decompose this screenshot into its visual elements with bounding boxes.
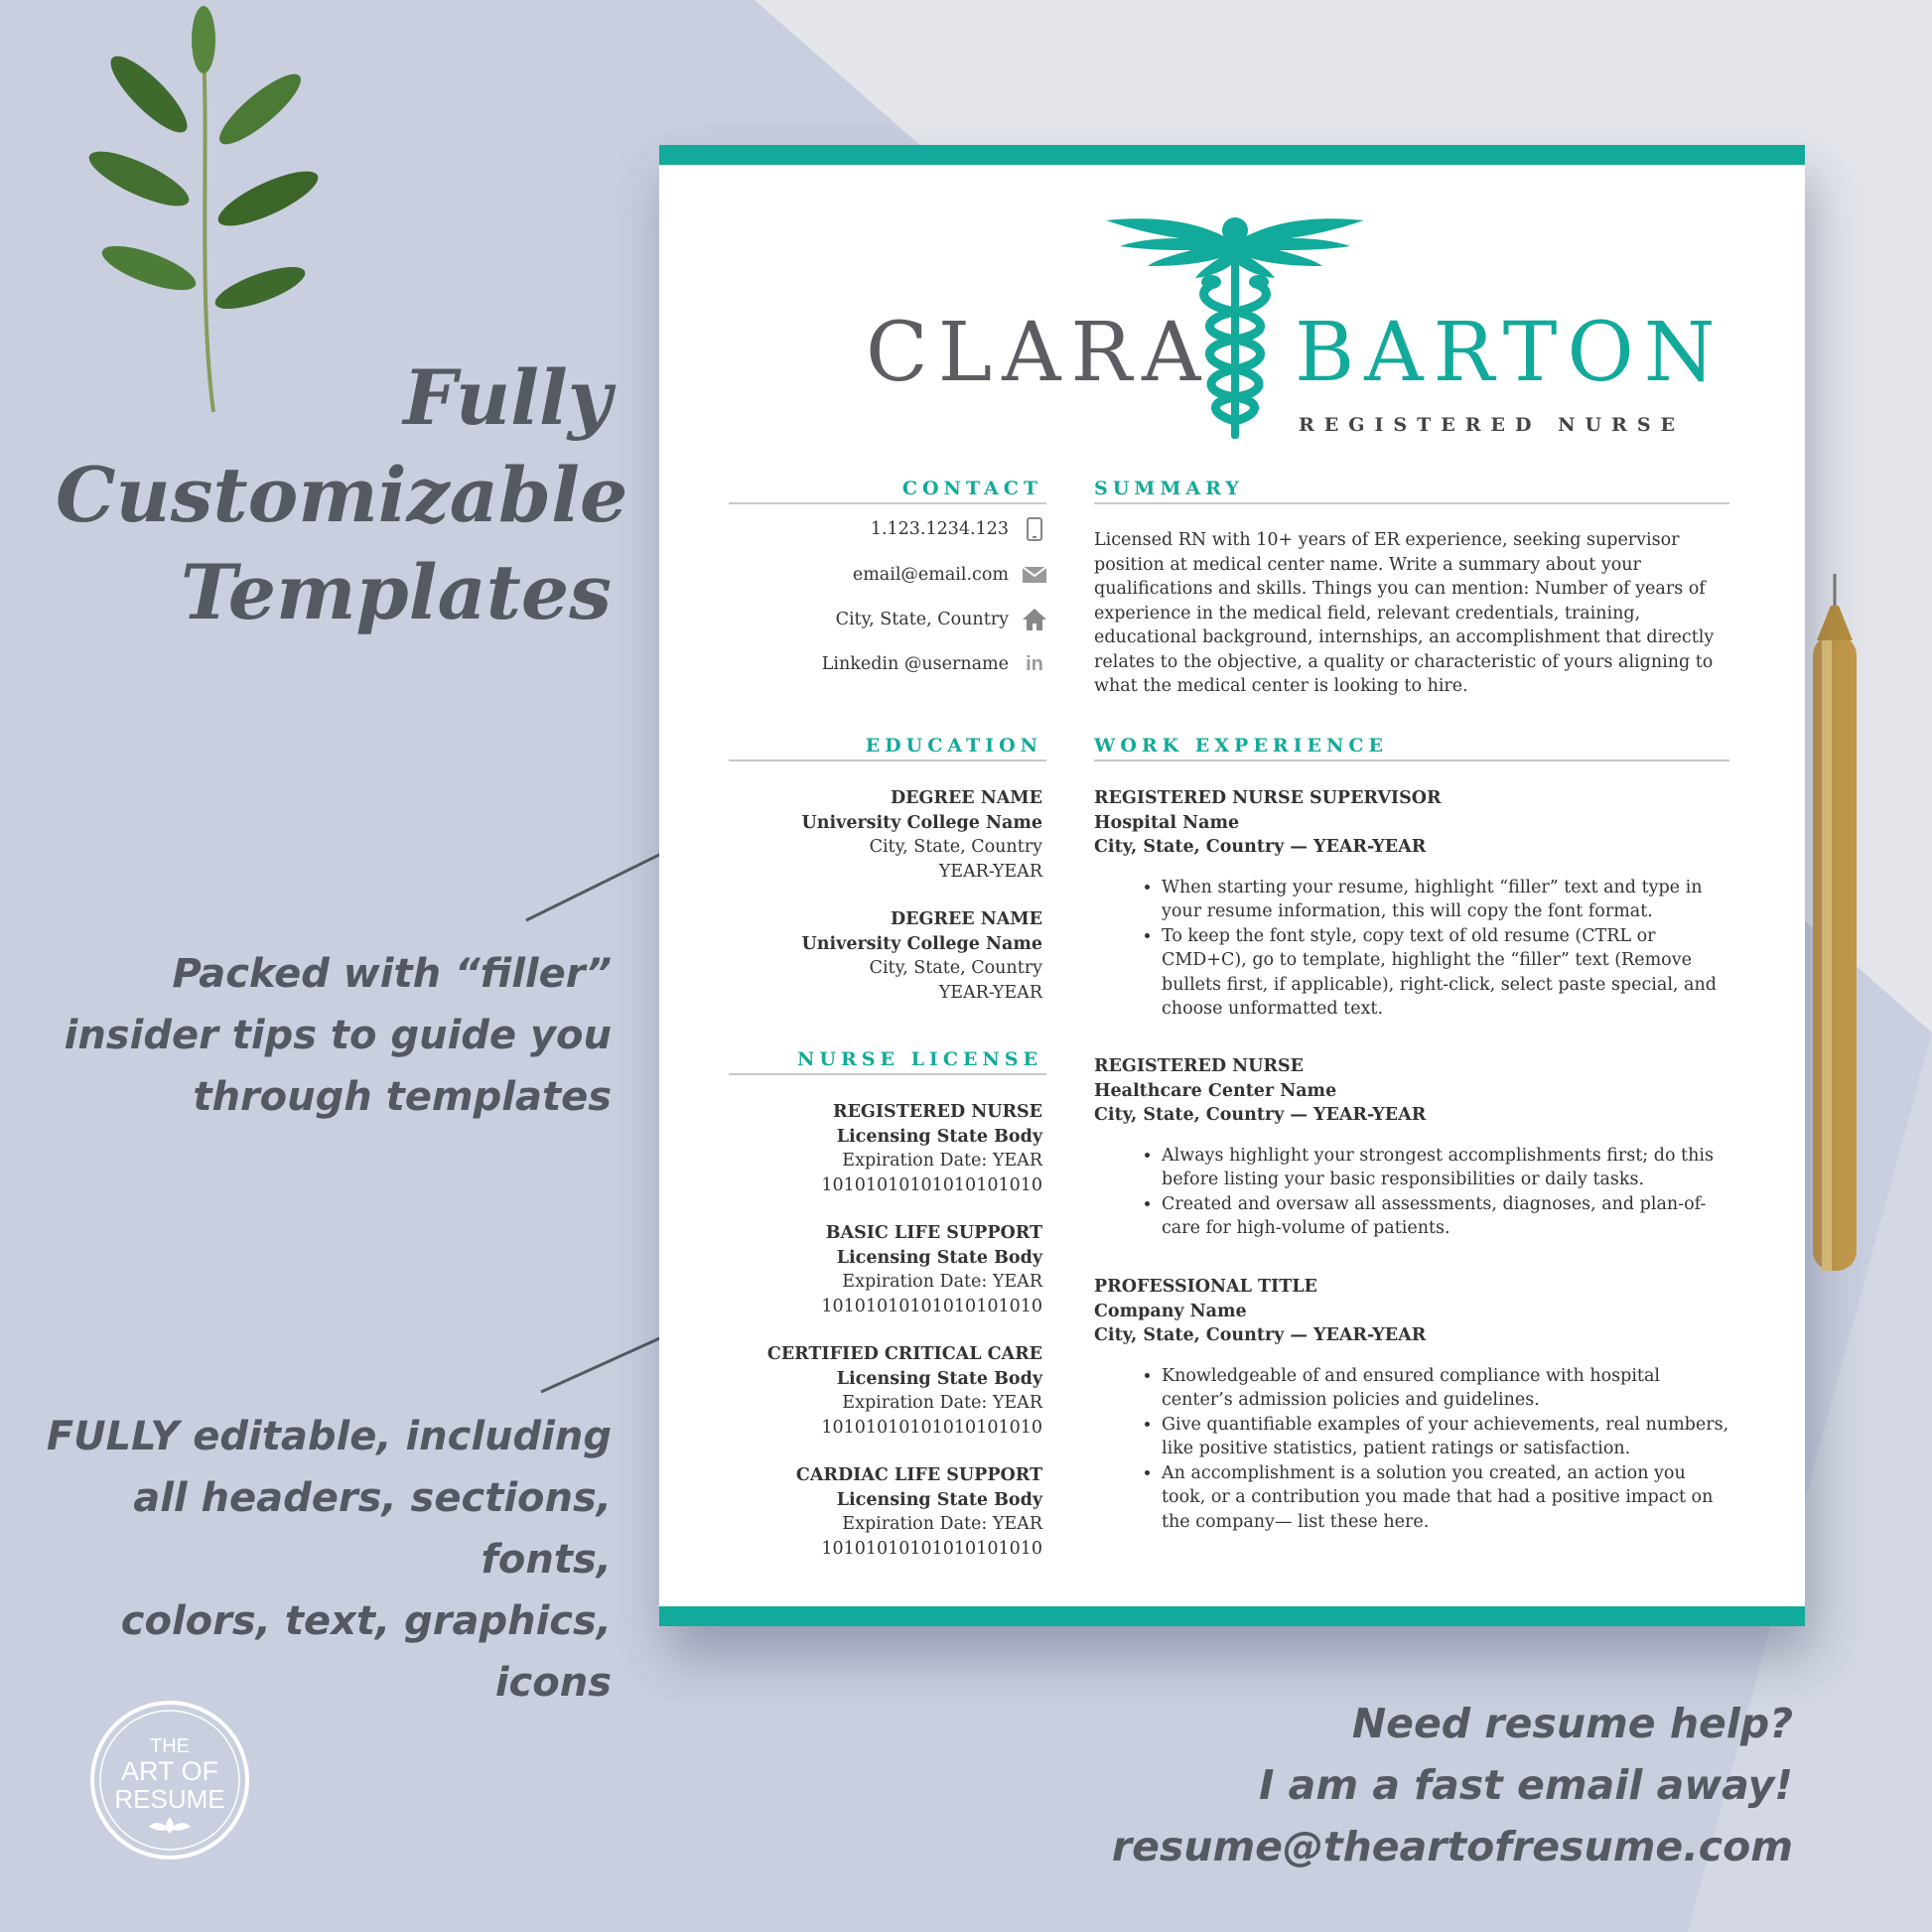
accent-band-top xyxy=(659,145,1805,165)
education-heading: EDUCATION xyxy=(865,735,1042,757)
license-entry xyxy=(729,1463,1042,1561)
degree-name: DEGREE NAME xyxy=(890,909,1042,929)
license-heading: NURSE LICENSE xyxy=(797,1048,1042,1070)
contact-rule xyxy=(729,502,1046,504)
job-location-years: City, State, Country — YEAR-YEAR xyxy=(1094,1325,1427,1345)
tip-line: all headers, sections, fonts, xyxy=(133,1475,612,1583)
job-bullet: • An accomplishment is a solution you created, an action you took, or a contribution you made that had a positive impact on the company— list these here. xyxy=(1162,1461,1729,1535)
promo-title-line: Fully xyxy=(403,353,612,442)
help-line: Need resume help? xyxy=(1351,1700,1793,1747)
school-location: City, State, Country xyxy=(869,958,1042,978)
job-bullet: • Give quantifiable examples of your achievements, real numbers, like positive statistics, patient ratings or satisfaction. xyxy=(1162,1413,1729,1461)
license-number: 10101010101010101010 xyxy=(821,1174,1042,1195)
tip-line: insider tips to guide you xyxy=(64,1013,612,1058)
school-location: City, State, Country xyxy=(869,837,1042,857)
license-number: 10101010101010101010 xyxy=(821,1538,1042,1559)
license-number: 10101010101010101010 xyxy=(821,1296,1042,1316)
job-company: Hospital Name xyxy=(1094,812,1240,833)
promo-title-line: Templates xyxy=(180,548,612,636)
contact-linkedin xyxy=(719,649,1046,679)
job-bullet: • Created and oversaw all assessments, diagnoses, and plan-of-care for high-volume of patients. xyxy=(1162,1192,1729,1241)
license-rule xyxy=(729,1073,1046,1075)
job-entry xyxy=(1094,1054,1729,1241)
contact-email-text: email@email.com xyxy=(852,565,1009,585)
svg-text:RESUME: RESUME xyxy=(114,1784,225,1814)
job-title: PROFESSIONAL TITLE xyxy=(1094,1277,1317,1297)
contact-location-text: City, State, Country xyxy=(835,610,1009,629)
school-name: University College Name xyxy=(801,812,1042,833)
job-bullets xyxy=(1094,876,1729,1022)
art-of-resume-logo xyxy=(87,1698,252,1863)
job-bullet: • Always highlight your strongest accomplishments first; do this before listing your basic responsibilities or daily tasks. xyxy=(1162,1144,1729,1192)
contact-linkedin-text: Linkedin @username xyxy=(821,654,1009,674)
license-expiry: Expiration Date: YEAR xyxy=(842,1272,1042,1292)
license-title: REGISTERED NURSE xyxy=(833,1102,1042,1122)
license-body: Licensing State Body xyxy=(836,1126,1042,1147)
tip-line: colors, text, graphics, icons xyxy=(120,1598,612,1706)
license-entry xyxy=(729,1221,1042,1318)
promo-tip-editable xyxy=(0,1406,612,1714)
license-title: CARDIAC LIFE SUPPORT xyxy=(795,1465,1042,1485)
job-entry xyxy=(1094,786,1729,1022)
education-entry xyxy=(729,907,1042,1005)
resume-page xyxy=(659,145,1805,1626)
tip-line: through templates xyxy=(193,1074,612,1120)
help-callout xyxy=(1038,1693,1793,1877)
linkedin-icon: in xyxy=(1026,652,1043,675)
school-years: YEAR-YEAR xyxy=(938,861,1042,882)
job-location-years: City, State, Country — YEAR-YEAR xyxy=(1094,1105,1427,1125)
job-title: REGISTERED NURSE SUPERVISOR xyxy=(1094,788,1442,808)
school-name: University College Name xyxy=(801,933,1042,954)
summary-text: Licensed RN with 10+ years of ER experience, seeking supervisor position at medical center name. Write a summary about your qualifications and skills. Things you can mention: Number of years of experience in the medical field, relevant credentials, training, educational background, internships, an accomplishment that directly relates to the objective, a quality or characteristic of yours aligning to what the medical center is looking to hire. xyxy=(1094,530,1715,696)
license-body: Licensing State Body xyxy=(836,1489,1042,1510)
license-entry xyxy=(729,1100,1042,1197)
summary-heading: SUMMARY xyxy=(1094,478,1244,499)
license-body: Licensing State Body xyxy=(836,1368,1042,1389)
contact-location xyxy=(719,605,1046,634)
degree-name: DEGREE NAME xyxy=(890,788,1042,808)
last-name: BARTON xyxy=(1295,306,1725,400)
summary-rule xyxy=(1094,502,1729,504)
help-line: I am a fast email away! xyxy=(1259,1761,1793,1809)
contact-email xyxy=(719,560,1046,590)
svg-text:THE: THE xyxy=(150,1735,190,1757)
school-years: YEAR-YEAR xyxy=(938,982,1042,1003)
license-title: BASIC LIFE SUPPORT xyxy=(825,1223,1042,1243)
license-entry xyxy=(729,1342,1042,1440)
phone-icon xyxy=(1023,517,1046,541)
job-bullet: • When starting your resume, highlight “filler” text and type in your resume information, this will copy the font format. xyxy=(1162,876,1729,924)
contact-phone-text: 1.123.1234.123 xyxy=(870,519,1009,539)
job-company: Healthcare Center Name xyxy=(1094,1080,1337,1101)
job-bullets xyxy=(1094,1144,1729,1241)
tip-line: Packed with “filler” xyxy=(172,951,612,997)
help-email-link[interactable]: resume@theartofresume.com xyxy=(1111,1823,1793,1870)
license-expiry: Expiration Date: YEAR xyxy=(842,1514,1042,1534)
promo-tip-filler xyxy=(0,943,612,1128)
promo-title-line: Customizable xyxy=(56,451,628,539)
education-entry xyxy=(729,786,1042,884)
job-subtitle: REGISTERED NURSE xyxy=(1299,414,1686,436)
job-bullet: • To keep the font style, copy text of old resume (CTRL or CMD+C), go to template, highlight the “filler” text (Remove bullets first, if applicable), right-click, select paste special, and choose unformatted text. xyxy=(1162,924,1729,1022)
job-entry xyxy=(1094,1275,1729,1534)
job-company: Company Name xyxy=(1094,1301,1247,1321)
license-expiry: Expiration Date: YEAR xyxy=(842,1151,1042,1171)
contact-phone xyxy=(719,514,1046,544)
accent-band-bottom xyxy=(659,1606,1805,1626)
license-title: CERTIFIED CRITICAL CARE xyxy=(766,1344,1042,1364)
home-icon xyxy=(1023,608,1046,631)
job-bullet: • Knowledgeable of and ensured compliance with hospital center’s admission policies and guidelines. xyxy=(1162,1364,1729,1413)
job-bullets xyxy=(1094,1364,1729,1535)
license-body: Licensing State Body xyxy=(836,1247,1042,1268)
tip-line: FULLY editable, including xyxy=(46,1414,612,1459)
promo-title xyxy=(56,349,628,641)
work-heading: WORK EXPERIENCE xyxy=(1094,735,1388,757)
job-location-years: City, State, Country — YEAR-YEAR xyxy=(1094,837,1427,857)
license-expiry: Expiration Date: YEAR xyxy=(842,1393,1042,1413)
license-number: 10101010101010101010 xyxy=(821,1417,1042,1438)
pen-image xyxy=(1813,574,1857,1271)
contact-heading: CONTACT xyxy=(901,478,1042,499)
svg-text:ART OF: ART OF xyxy=(120,1756,219,1786)
work-rule xyxy=(1094,759,1729,761)
job-title: REGISTERED NURSE xyxy=(1094,1056,1304,1076)
envelope-icon xyxy=(1023,563,1046,587)
first-name: CLARA xyxy=(866,306,1211,400)
education-rule xyxy=(729,759,1046,761)
